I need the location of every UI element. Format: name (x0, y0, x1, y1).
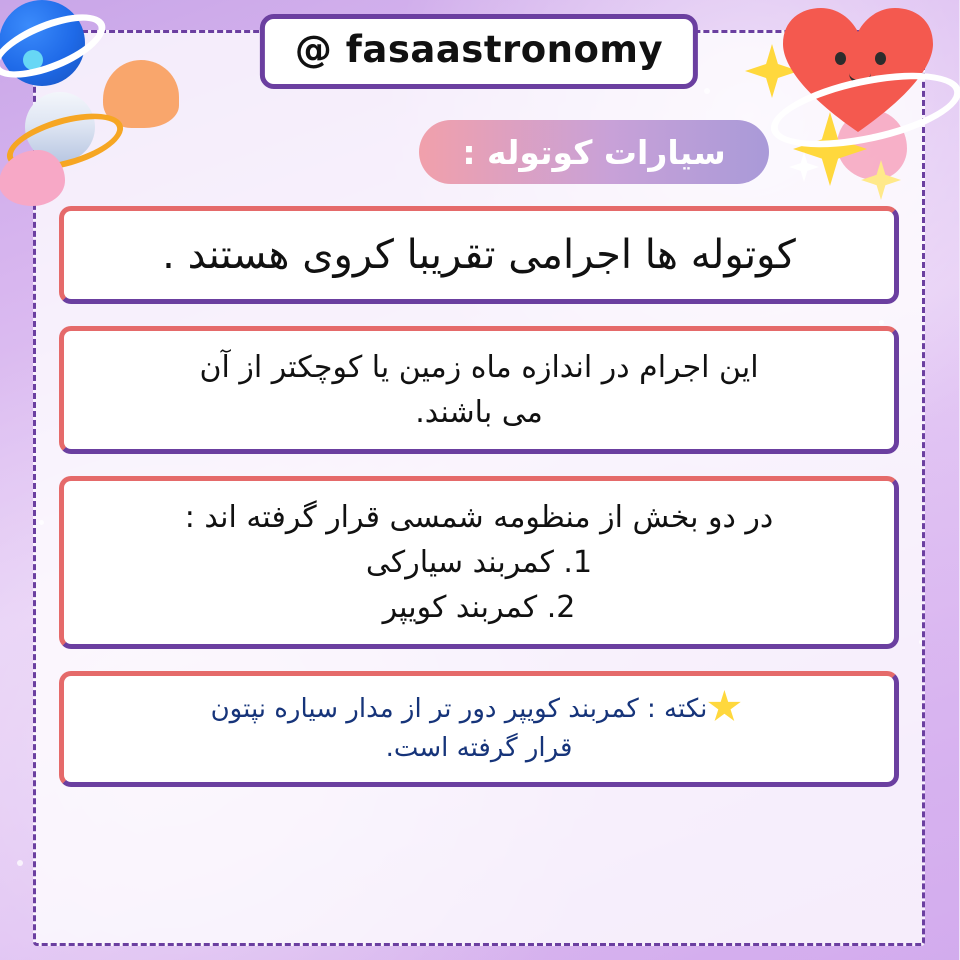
card-note-line-1-wrapper (83, 690, 877, 729)
card-note-line-1: نکته : کمربند کویپر دور تر از مدار سیاره نپتون (211, 694, 709, 724)
star-icon (708, 690, 742, 724)
card-location (60, 476, 900, 649)
card-location-line-2: 1. کمربند سیارکی (366, 545, 594, 580)
card-definition (60, 206, 900, 304)
page-title: سیارات کوتوله : (463, 132, 727, 172)
card-size (60, 326, 900, 454)
card-location-line-3: 2. کمربند کویپر (383, 590, 577, 625)
content-area (60, 120, 900, 787)
account-handle-text: @ fasaastronomy (295, 28, 665, 71)
star-speck (18, 860, 24, 866)
card-size-line-2: می باشند. (416, 395, 544, 430)
card-note (60, 671, 900, 787)
page-title-pill (420, 120, 770, 184)
card-note-line-2: قرار گرفته است. (386, 733, 574, 763)
heart-face-icon (784, 6, 934, 138)
card-definition-line-1: کوتوله ها اجرامی تقریبا کروی هستند . (163, 232, 797, 278)
card-location-line-1: در دو بخش از منظومه شمسی قرار گرفته اند : (185, 500, 775, 535)
account-handle-badge (261, 14, 699, 89)
card-size-line-1: این اجرام در اندازه ماه زمین یا کوچکتر از آن (200, 350, 760, 385)
